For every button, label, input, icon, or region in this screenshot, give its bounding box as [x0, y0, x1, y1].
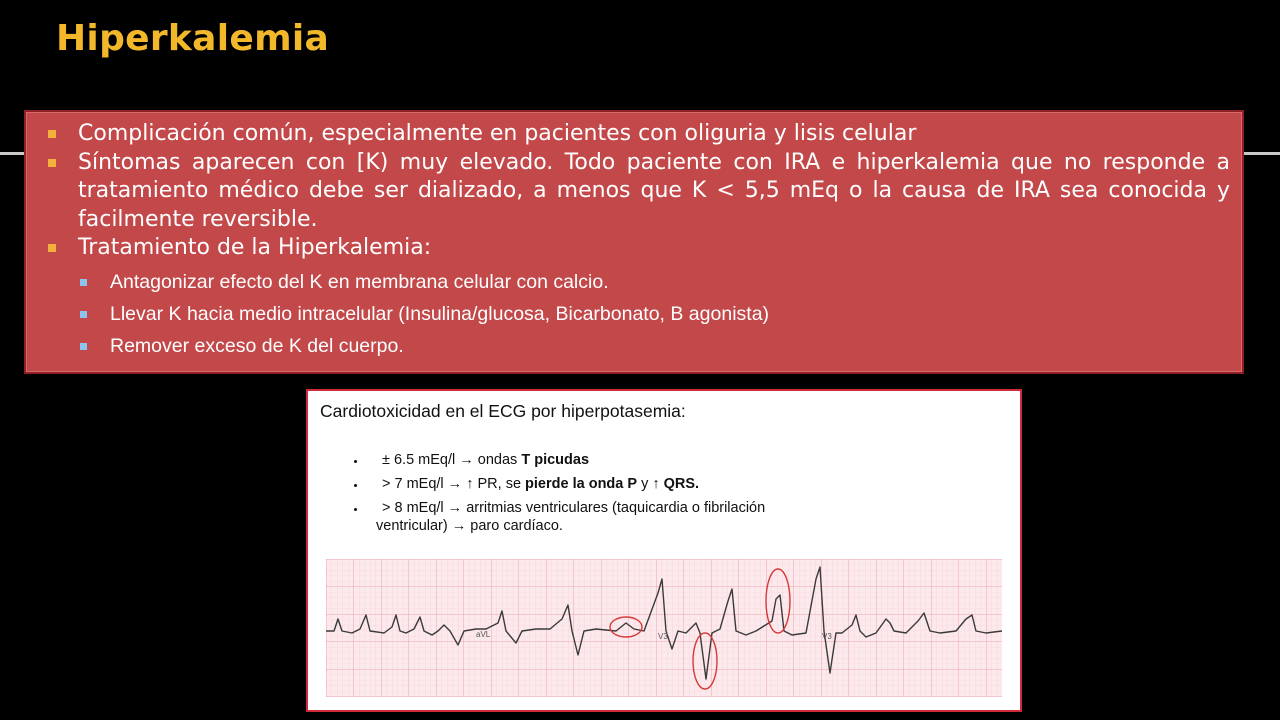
- figure-item: [338, 451, 978, 469]
- sub-bullet-text: Antagonizar efecto del K en membrana celular con calcio.: [110, 270, 609, 293]
- square-bullet-icon: [80, 343, 87, 350]
- ecg-figure: [306, 389, 1022, 712]
- dot-bullet-icon: [354, 508, 357, 511]
- bullet-list: [78, 120, 1230, 362]
- figure-item: [338, 475, 978, 493]
- bullet-item: [78, 149, 1230, 235]
- ecg-strip: [326, 559, 1002, 697]
- sub-bullet-text: Remover exceso de K del cuerpo.: [110, 334, 404, 357]
- slide-title: Hiperkalemia: [56, 18, 330, 59]
- sub-bullet-text: Llevar K hacia medio intracelular (Insulina/glucosa, Bicarbonato, B agonista): [110, 302, 770, 325]
- lead-label: aVL: [476, 630, 491, 639]
- dot-bullet-icon: [354, 460, 357, 463]
- figure-item-text: y ↑: [637, 476, 664, 492]
- figure-item-bold: T picudas: [521, 452, 590, 468]
- figure-item-bold: pierde la onda P: [525, 476, 638, 492]
- sub-bullet-item: [78, 298, 1230, 330]
- figure-item-text: > 7 mEq/l → ↑ PR, se: [382, 476, 526, 492]
- dot-bullet-icon: [354, 484, 357, 487]
- square-bullet-icon: [48, 159, 56, 167]
- content-panel: [24, 110, 1244, 374]
- lead-label: V3: [822, 632, 832, 641]
- bullet-text: Tratamiento de la Hiperkalemia:: [78, 235, 432, 260]
- sub-bullet-item: [78, 330, 1230, 362]
- lead-label: V3: [658, 632, 668, 641]
- square-bullet-icon: [48, 130, 56, 138]
- sub-bullet-list: [78, 266, 1230, 362]
- sub-bullet-item: [78, 266, 1230, 298]
- figure-item: [338, 499, 978, 535]
- square-bullet-icon: [48, 244, 56, 252]
- bullet-item: [78, 120, 1230, 149]
- figure-title: Cardiotoxicidad en el ECG por hiperpotasemia:: [320, 401, 686, 421]
- bullet-text: Complicación común, especialmente en pacientes con oliguria y lisis celular: [78, 121, 917, 146]
- square-bullet-icon: [80, 279, 87, 286]
- figure-item-text: ± 6.5 mEq/l → ondas: [382, 452, 522, 468]
- bullet-text: Síntomas aparecen con [K) muy elevado. Todo paciente con IRA e hiperkalemia que no responde a tratamiento médico debe ser dializado, a menos que K < 5,5 mEq o la causa de IRA sea conocida y facilmente reversible.: [78, 149, 1230, 232]
- figure-list: [338, 451, 978, 541]
- bullet-item: [78, 234, 1230, 362]
- figure-item-bold: QRS.: [663, 476, 700, 492]
- figure-item-continuation: ventricular) → paro cardíaco.: [376, 518, 563, 534]
- square-bullet-icon: [80, 311, 87, 318]
- figure-item-text: > 8 mEq/l → arritmias ventriculares (taquicardia o fibrilación: [382, 500, 766, 516]
